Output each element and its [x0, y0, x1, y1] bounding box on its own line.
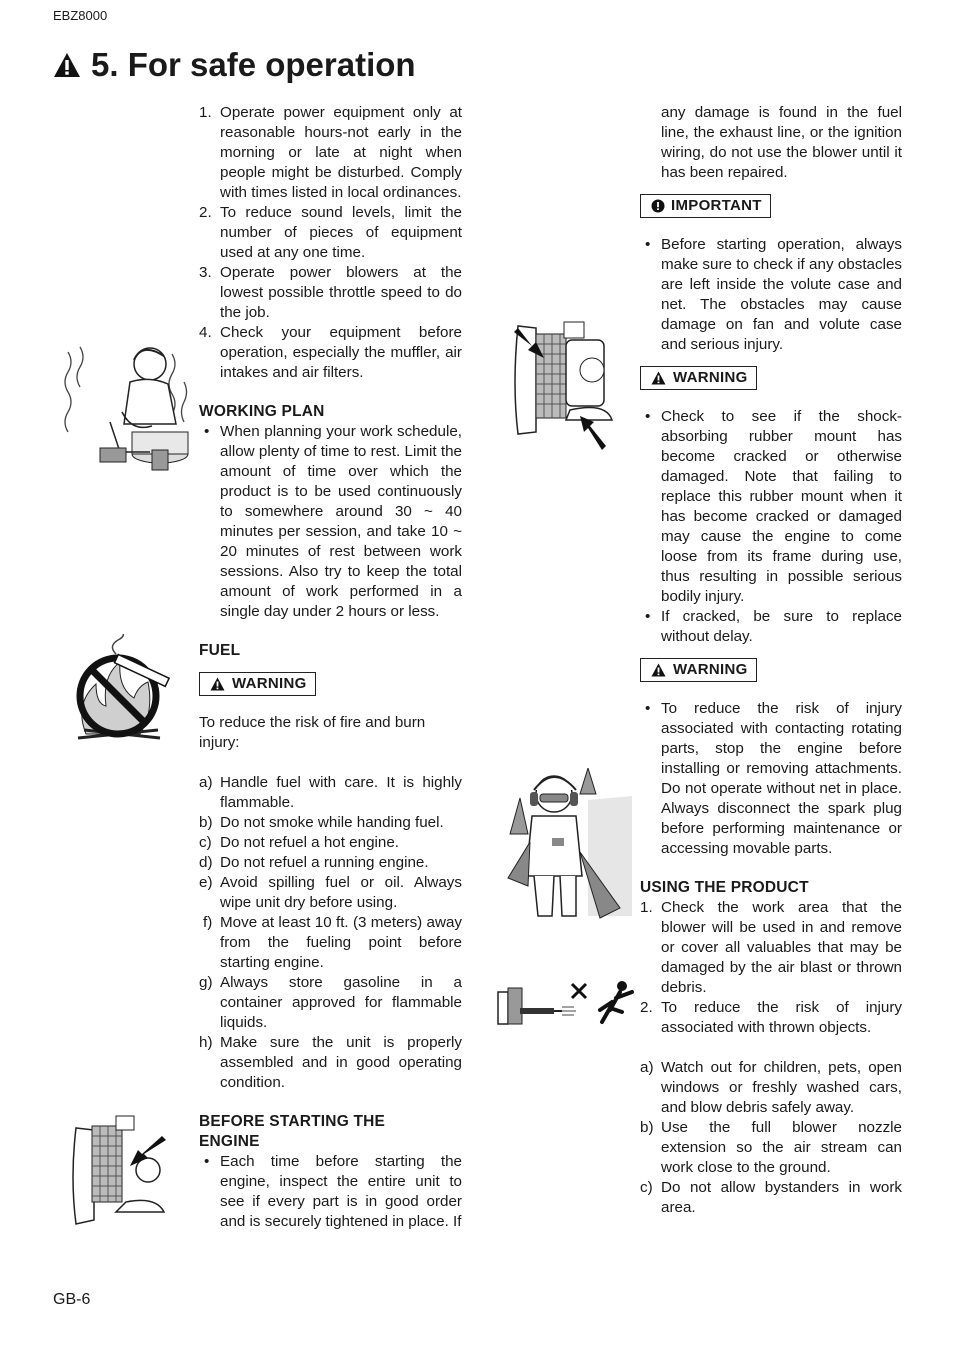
heading-line: BEFORE STARTING THE: [199, 1113, 386, 1130]
list-item: [199, 263, 462, 323]
bullet-marker: •: [204, 423, 210, 440]
bullet-text: Check to see if the shock-absorbing rubber mount has become cracked or otherwise damaged. Note that failing to replace this rubber mount when it has become cracked or damaged may cause the engine to come loose from its frame during use, thus resulting in possible serious bodily injury.: [661, 408, 902, 605]
bullet-item: [199, 1152, 462, 1232]
list-item: [640, 998, 902, 1038]
section-heading-using-the-product: USING THE PRODUCT: [640, 879, 809, 896]
fatigued-worker-illustration: [60, 342, 190, 478]
section-heading-fuel: FUEL: [199, 642, 241, 659]
list-item: [640, 1058, 902, 1118]
bullet-text: When planning your work schedule, allow plenty of time to rest. Limit the amount of time over which the product is to be used continuously to somewhere around 30 ~ 40 minutes per session, and take 10 ~ 20 minutes of rest between work sessions. Also try to keep the total amount of work performed in a single day under 2 hours or less.: [220, 423, 462, 620]
bullet-item: [640, 235, 902, 355]
section-heading-working-plan: WORKING PLAN: [199, 403, 325, 420]
list-marker: g): [199, 974, 213, 991]
warning-label-box: [640, 366, 757, 390]
page-title: [53, 46, 416, 84]
list-marker: a): [640, 1059, 654, 1076]
list-marker: c): [199, 834, 212, 851]
bullet-text: Each time before starting the engine, inspect the entire unit to see if every part is in good order and is securely tightened in place. If: [220, 1153, 462, 1230]
important-label: IMPORTANT: [671, 197, 762, 214]
list-marker: 2.: [640, 999, 653, 1016]
list-item: [199, 973, 462, 1033]
warning-label: WARNING: [673, 369, 748, 386]
bullet-item: [640, 407, 902, 607]
list-text: Handle fuel with care. It is highly flammable.: [220, 774, 462, 811]
list-item: [199, 323, 462, 383]
list-item: [199, 203, 462, 263]
list-marker: e): [199, 874, 213, 891]
bullet-item: [640, 699, 902, 859]
list-text: Move at least 10 ft. (3 meters) away from the fueling point before starting engine.: [220, 914, 462, 971]
bullet-text: Before starting operation, always make sure to check if any obstacles are left inside the volute case and net. The obstacles may cause damage on fan and volute case and serious injury.: [661, 236, 902, 353]
warning-label: WARNING: [673, 661, 748, 678]
list-marker: a): [199, 774, 213, 791]
bullet-text: If cracked, be sure to replace without delay.: [661, 608, 902, 645]
bullet-marker: •: [645, 608, 651, 625]
list-text: Do not smoke while handing fuel.: [220, 814, 444, 831]
list-text: Do not refuel a hot engine.: [220, 834, 400, 851]
model-number: EBZ8000: [53, 8, 108, 23]
page-title-text: 5. For safe operation: [91, 46, 416, 83]
list-text: Do not refuel a running engine.: [220, 854, 429, 871]
bullet-item: [199, 422, 462, 622]
list-text: Operate power blowers at the lowest possible throttle speed to do the job.: [220, 264, 462, 321]
list-item: [199, 873, 462, 913]
list-text: Avoid spilling fuel or oil. Always wipe unit dry before using.: [220, 874, 462, 911]
warning-triangle-icon: [651, 663, 666, 677]
list-item: [199, 1033, 462, 1093]
warning-label-box: [199, 672, 316, 696]
section-heading-before-starting: [199, 1112, 462, 1152]
list-item: [199, 813, 462, 833]
list-text: Make sure the unit is properly assembled and in good operating condition.: [220, 1034, 462, 1091]
list-item: [640, 1178, 902, 1218]
list-item: [199, 853, 462, 873]
list-marker: d): [199, 854, 213, 871]
warning-label-box: [640, 658, 757, 682]
bullet-marker: •: [645, 236, 651, 253]
continued-paragraph: any damage is found in the fuel line, the exhaust line, or the ignition wiring, do not use the blower until it has been repaired.: [661, 104, 902, 181]
list-text: Check the work area that the blower will be used in and remove or cover all valuables that may be damaged by the air blast or thrown debris.: [661, 899, 902, 996]
bullet-marker: •: [645, 700, 651, 717]
warning-triangle-icon: [53, 51, 81, 79]
list-marker: b): [199, 814, 213, 831]
list-text: Watch out for children, pets, open windows or freshly washed cars, and blow debris safely away.: [661, 1059, 902, 1116]
list-item: [199, 833, 462, 853]
fuel-intro: To reduce the risk of fire and burn injury:: [199, 714, 426, 751]
list-marker: h): [199, 1034, 213, 1051]
list-marker: 2.: [199, 204, 212, 221]
bullet-marker: •: [645, 408, 651, 425]
important-label-box: [640, 194, 771, 218]
list-item: [199, 913, 462, 973]
list-marker: 3.: [199, 264, 212, 281]
list-text: Operate power equipment only at reasonable hours-not early in the morning or late at night when people might be disturbed. Comply with times listed in local ordinances.: [220, 104, 462, 201]
column-left: [199, 103, 462, 1232]
warning-triangle-icon: [210, 677, 225, 691]
list-text: Do not allow bystanders in work area.: [661, 1179, 902, 1216]
protected-worker-illustration: [500, 768, 632, 924]
list-item: [199, 773, 462, 813]
list-item: [640, 898, 902, 998]
list-text: Check your equipment before operation, especially the muffler, air intakes and air filters.: [220, 324, 462, 381]
blower-obstacle-check-illustration: [510, 318, 630, 450]
important-exclamation-icon: [651, 199, 665, 213]
list-item: [199, 103, 462, 203]
column-right: [640, 103, 902, 1218]
list-item: [640, 1118, 902, 1178]
list-text: Always store gasoline in a container approved for flammable liquids.: [220, 974, 462, 1031]
list-marker: 1.: [199, 104, 212, 121]
list-text: To reduce the risk of injury associated with thrown objects.: [661, 999, 902, 1036]
page-number: GB-6: [53, 1291, 91, 1308]
bullet-text: To reduce the risk of injury associated with contacting rotating parts, stop the engine before installing or removing attachments. Do not operate without net in place. Always disconnect the spark plug before performing maintenance or accessing movable parts.: [661, 700, 902, 857]
blower-inspection-illustration: [68, 1108, 172, 1228]
continued-text: [640, 103, 902, 183]
list-text: Use the full blower nozzle extension so the air stream can work close to the ground.: [661, 1119, 902, 1176]
list-marker: b): [640, 1119, 654, 1136]
bullet-marker: •: [204, 1153, 210, 1170]
warning-label: WARNING: [232, 675, 307, 692]
list-marker: 4.: [199, 324, 212, 341]
list-marker: f): [203, 914, 213, 931]
no-smoking-fire-illustration: [66, 634, 178, 744]
heading-line: ENGINE: [199, 1133, 260, 1150]
list-text: To reduce sound levels, limit the number of pieces of equipment used at any one time.: [220, 204, 462, 261]
list-marker: 1.: [640, 899, 653, 916]
list-marker: c): [640, 1179, 653, 1196]
bullet-item: [640, 607, 902, 647]
thrown-debris-hazard-illustration: [494, 978, 638, 1030]
warning-triangle-icon: [651, 371, 666, 385]
